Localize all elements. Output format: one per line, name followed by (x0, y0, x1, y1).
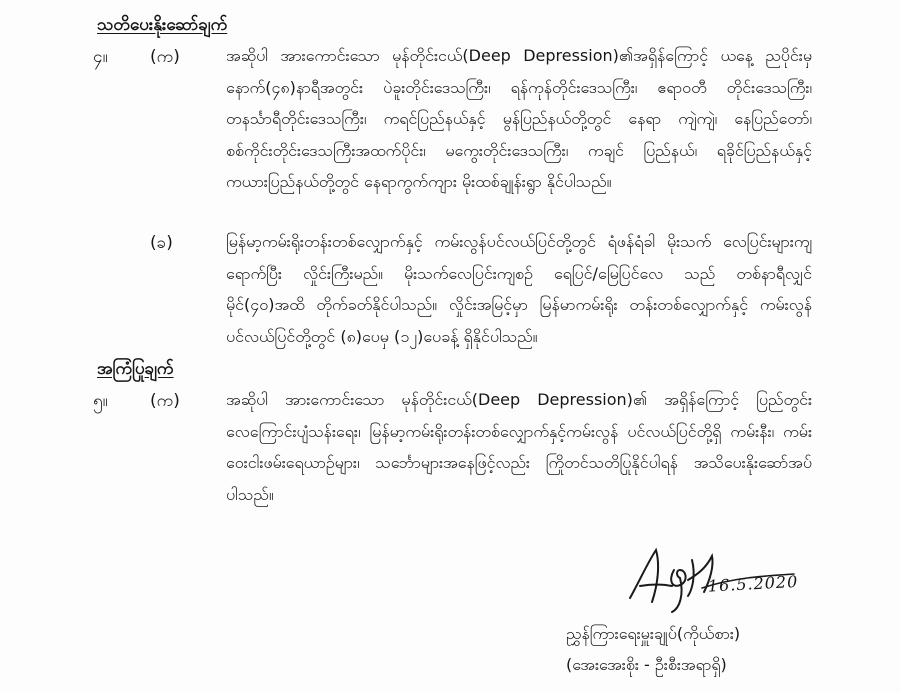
paragraph-4a-text: အဆိုပါ အားကောင်းသော မုန်တိုင်းငယ်(Deep Depression)၏အရှိန်ကြောင့် ယနေ့ ညပိုင်းမှ နောက်(၄၈)နာရီအတွင်း ပဲခူးတိုင်းဒေသကြီး၊ ရန်ကုန်တိုင်းဒေသကြီး၊ ဧရာဝတီ တိုင်းဒေသကြီး၊ တနင်္သာရီတိုင်းဒေသကြီး၊ ကရင်ပြည်နယ်နှင့် မွန်ပြည်နယ်တို့တွင် နေရာ ကျဲကျဲ၊ နေပြည်တော်၊ စစ်ကိုင်းတိုင်းဒေသကြီးအထက်ပိုင်း၊ မကွေးတိုင်းဒေသကြီး၊ ကချင် ပြည်နယ်၊ ရခိုင်ပြည်နယ်နှင့် ကယားပြည်နယ်တို့တွင် နေရာကွက်ကျား မိုးထစ်ချုန်းရွာ နိုင်ပါသည်။ (226, 46, 812, 191)
signatory-title: ညွှန်ကြားရေးမှူးချုပ်(ကိုယ်စား) (566, 624, 741, 643)
paragraph-5-number: ၅။ (93, 391, 108, 411)
paragraph-5a-text: အဆိုပါ အားကောင်းသော မုန်တိုင်းငယ်(Deep Depression)၏ အရှိန်ကြောင့် ပြည်တွင်း လေကြောင်းပျံသန်းရေး၊ မြန်မာ့ကမ်းရိုးတန်းတစ်လျှောက်နှင့်ကမ်းလွန် ပင်လယ်ပြင်တို့ရှိ ကမ်းနီး၊ ကမ်းဝေးငါးဖမ်းရေယာဉ်များ၊ သင်္ဘောများအနေဖြင့်လည်း ကြိုတင်သတိပြုနိုင်ပါရန် အသိပေးနိုးဆော်အပ်ပါသည်။ (226, 390, 812, 504)
paragraph-4a-label: (က) (150, 47, 180, 67)
paragraph-5a-label: (က) (150, 391, 180, 411)
signature-date: 16.5.2020 (707, 571, 799, 596)
paragraph-4b-text: မြန်မာ့ကမ်းရိုးတန်းတစ်လျှောက်နှင့် ကမ်းလွန်ပင်လယ်ပြင်တို့တွင် ရံဖန်ရံခါ မိုးသက် လေပြင်းများကျရောက်ပြီး လှိုင်းကြီးမည်။ မိုးသက်လေပြင်းကျစဉ် ရေပြင်/မြေပြင်လေ သည် တစ်နာရီလျှင် မိုင်(၄၀)အထိ တိုက်ခတ်နိုင်ပါသည်။ လှိုင်းအမြင့်မှာ မြန်မာကမ်းရိုး တန်းတစ်လျှောက်နှင့် ကမ်းလွန်ပင်လယ်ပြင်တို့တွင် (၈)ပေမှ (၁၂)ပေခန့် ရှိနိုင်ပါသည်။ (226, 232, 812, 346)
paragraph-4-number: ၄။ (93, 47, 108, 67)
warning-section-heading: သတိပေးနိုးဆော်ချက် (97, 15, 228, 35)
signatory-name: (အေးအေးစိုး - ဦးစီးအရာရှိ) (566, 655, 727, 674)
paragraph-4b-label: (ခ) (150, 233, 173, 253)
advice-section-heading: အကြံပြုချက် (97, 359, 174, 379)
